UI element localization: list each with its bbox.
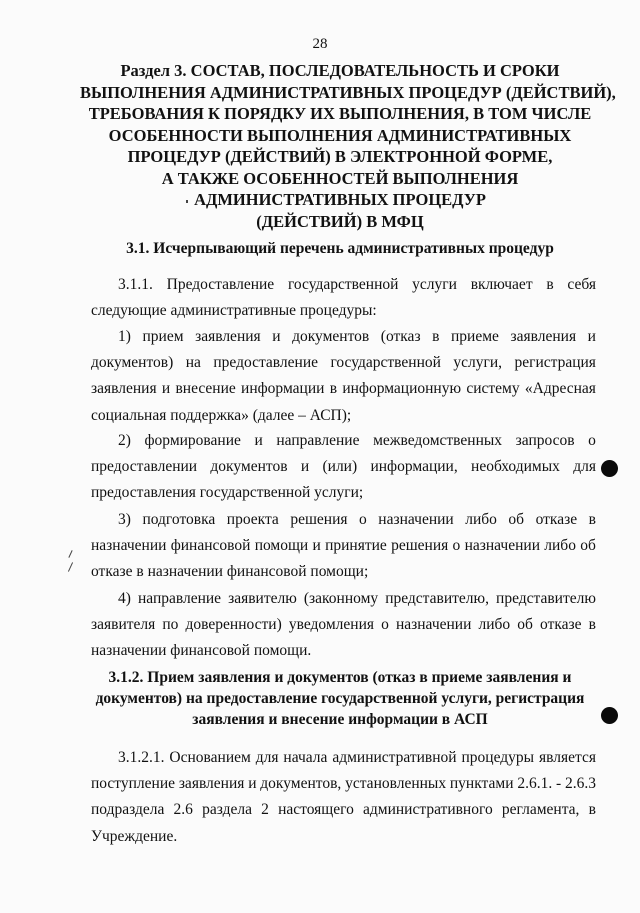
word: представителю, — [385, 590, 489, 607]
section-title-line: АДМИНИСТРАТИВНЫХ ПРОЦЕДУР — [194, 190, 486, 209]
word: либо — [465, 511, 497, 528]
word: информации — [241, 380, 325, 398]
word: (отказ — [380, 328, 421, 345]
word: 4) — [118, 590, 131, 607]
text-line — [91, 403, 596, 429]
word: об — [517, 616, 533, 634]
text-line — [91, 324, 596, 350]
word: и — [312, 537, 321, 555]
word: услуги, — [453, 354, 503, 372]
word: решения — [391, 537, 449, 555]
word: в — [329, 380, 338, 398]
subsection-3-1-heading — [90, 238, 590, 259]
word: регистрация — [514, 354, 596, 372]
section-title-line: ВЫПОЛНЕНИЯ АДМИНИСТРАТИВНЫХ ПРОЦЕДУР (ДЕЙСТВИЙ), — [80, 82, 616, 102]
word: направление — [137, 590, 222, 607]
word: назначении — [395, 616, 472, 634]
word: следующие административные процедуры: — [91, 302, 377, 320]
word: 2) — [118, 432, 131, 449]
subsection-3-1-2-heading-line: заявления и внесение информации в АСП — [192, 711, 488, 728]
text-line — [91, 272, 596, 298]
word: подготовка — [142, 511, 216, 528]
section-title-line: ПРОЦЕДУР (ДЕЙСТВИЙ) В ЭЛЕКТРОННОЙ ФОРМЕ, — [127, 147, 553, 166]
word: предоставлении — [91, 458, 198, 476]
text-line — [91, 533, 596, 559]
list-item-1 — [91, 324, 596, 429]
word: подраздела — [91, 801, 165, 819]
word: Предоставление — [166, 276, 275, 293]
text-line — [91, 559, 596, 585]
word: начала — [283, 749, 328, 766]
word: и — [248, 775, 257, 793]
word: для — [573, 458, 596, 476]
word: для — [255, 749, 279, 766]
section-title-line: А ТАКЖЕ ОСОБЕННОСТЕЙ ВЫПОЛНЕНИЯ — [161, 168, 519, 188]
word: представителю — [496, 590, 596, 607]
punch-hole-mark — [601, 707, 618, 724]
text-line — [91, 797, 596, 823]
word: 1) — [118, 328, 131, 345]
section-title-line: Раздел 3. СОСТАВ, ПОСЛЕДОВАТЕЛЬНОСТЬ И СРОКИ — [120, 61, 560, 80]
word: является — [539, 749, 596, 766]
word: необходимых — [471, 458, 560, 476]
word: отказе — [535, 511, 578, 528]
text-line — [91, 824, 596, 850]
word: внесение — [175, 380, 236, 398]
text-line — [91, 480, 596, 506]
word: предоставление — [213, 354, 319, 372]
word: либо — [544, 537, 576, 555]
word: решения — [290, 511, 348, 528]
word: заявителя — [91, 616, 156, 634]
word: финансовой — [170, 537, 251, 555]
text-line — [91, 507, 596, 533]
subsection-3-1-2-heading-line: 3.1.2. Прием заявления и документов (отказ в приеме заявления и — [108, 669, 572, 686]
list-item-4 — [91, 586, 596, 665]
word: об — [580, 537, 596, 555]
subsection-3-1-2-heading-line: документов) на предоставление государственной услуги, регистрация — [95, 690, 585, 707]
word: назначении — [91, 537, 167, 555]
paragraph-3-1-2-1 — [91, 745, 596, 850]
word: регламента, — [501, 801, 580, 819]
word: заявителю — [228, 590, 297, 607]
word: документов — [210, 458, 288, 476]
word: направление — [276, 432, 360, 449]
text-line — [91, 454, 596, 480]
word: уведомления — [288, 616, 374, 634]
word: 3) — [118, 511, 131, 528]
word: заявления — [178, 775, 245, 793]
word: административного — [363, 801, 493, 819]
text-line — [91, 376, 596, 402]
word: межведомственных — [373, 432, 503, 449]
word: государственной — [330, 354, 441, 372]
word: заявления — [510, 328, 577, 345]
paragraph-3-1-1 — [91, 272, 596, 324]
word: себя — [567, 276, 596, 293]
word: информации, — [370, 458, 458, 476]
subsection-3-1-heading-text: 3.1. Исчерпывающий перечень административных процедур — [126, 240, 554, 257]
word: Учреждение. — [91, 827, 178, 845]
word: - — [555, 775, 562, 793]
list-item-2 — [91, 428, 596, 507]
word: предоставления государственной услуги; — [91, 484, 364, 502]
word: 2.6.1. — [517, 775, 553, 793]
word: запросов — [515, 432, 575, 449]
word: информационную — [342, 380, 462, 398]
word: в — [432, 328, 440, 345]
word: и — [272, 328, 281, 345]
word: о — [359, 511, 367, 528]
word: о — [588, 432, 596, 449]
word: в — [588, 801, 596, 819]
word: поступление — [91, 775, 176, 793]
word: отказе в назначении финансовой помощи; — [91, 563, 369, 581]
word: принятие — [325, 537, 387, 555]
word: 2.6.3 — [564, 775, 596, 793]
word: установленных — [345, 775, 447, 793]
word: либо — [478, 616, 511, 634]
word: документов, — [260, 775, 342, 793]
text-line — [91, 428, 596, 454]
word: помощи — [254, 537, 309, 555]
word: документов) — [91, 354, 174, 372]
word: систему — [466, 380, 520, 398]
word: (или) — [322, 458, 358, 476]
word: назначении финансовой помощи. — [91, 642, 312, 660]
text-line — [91, 745, 596, 771]
text-line — [91, 771, 596, 797]
scan-speck — [68, 550, 72, 558]
word: услуги — [412, 276, 457, 293]
word: и — [300, 458, 310, 476]
word: процедуры — [461, 749, 535, 766]
word: в — [588, 616, 596, 634]
word: настоящего — [278, 801, 354, 819]
word: государственной — [287, 276, 399, 293]
list-item-3 — [91, 507, 596, 586]
text-line — [91, 612, 596, 638]
subsection-3-1-2-heading — [90, 667, 590, 730]
word: приеме — [451, 328, 499, 345]
word: отказе — [540, 616, 582, 634]
section-title-line: ОСОБЕННОСТИ ВЫПОЛНЕНИЯ АДМИНИСТРАТИВНЫХ — [108, 125, 572, 145]
word: доверенности) — [185, 616, 282, 634]
word: (законному — [303, 590, 379, 607]
word: включает — [470, 276, 533, 293]
section-title-line: (ДЕЙСТВИЙ) В МФЦ — [256, 211, 424, 231]
scan-speck — [68, 562, 73, 571]
word: назначении — [378, 511, 454, 528]
text-line — [91, 586, 596, 612]
word: о — [452, 537, 461, 555]
scan-speck — [186, 200, 188, 203]
word: заявления — [91, 380, 157, 398]
page-number: 28 — [312, 36, 328, 52]
word: и — [587, 328, 596, 345]
word: формирование — [144, 432, 241, 449]
section-title-line: ТРЕБОВАНИЯ К ПОРЯДКУ ИХ ВЫПОЛНЕНИЯ, В ТОМ ЧИСЛЕ — [88, 104, 592, 123]
punch-hole-mark — [601, 460, 618, 477]
text-line — [91, 350, 596, 376]
text-line — [91, 298, 596, 324]
word: 3.1.1. — [118, 276, 153, 293]
word: 2.6 — [173, 801, 193, 819]
word: заявления — [195, 328, 261, 345]
word: 2 — [261, 801, 269, 819]
word: проекта — [226, 511, 279, 528]
word: документов — [292, 328, 370, 345]
text-line — [91, 638, 596, 664]
word: на — [185, 354, 201, 372]
word: пунктами — [449, 775, 514, 793]
word: раздела — [202, 801, 252, 819]
word: о — [381, 616, 389, 634]
word: «Адресная — [524, 380, 596, 398]
word: об — [508, 511, 525, 528]
word: в — [588, 511, 596, 528]
word: и — [254, 432, 263, 449]
section-title — [80, 60, 616, 232]
word: назначении — [464, 537, 540, 555]
word: прием — [142, 328, 184, 345]
word: 3.1.2.1. — [118, 749, 165, 766]
word: Основанием — [169, 749, 251, 766]
word: административной — [332, 749, 457, 766]
word: в — [546, 276, 554, 293]
word: по — [162, 616, 179, 634]
word: социальная поддержка» (далее – АСП); — [91, 406, 352, 424]
word: и — [161, 380, 171, 398]
